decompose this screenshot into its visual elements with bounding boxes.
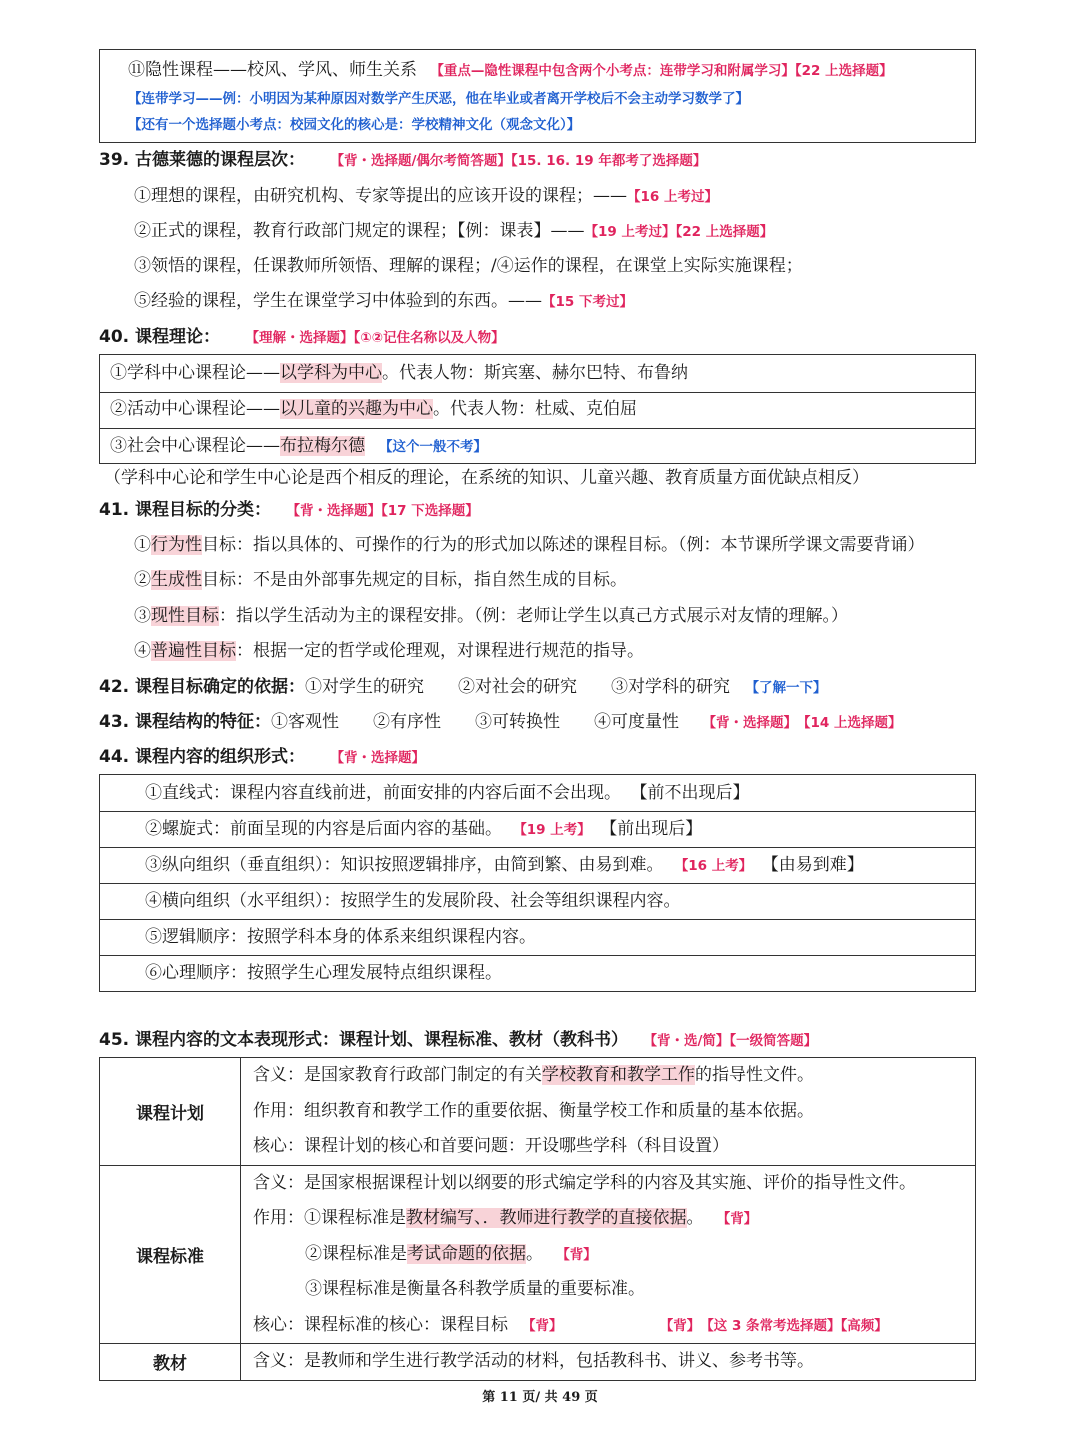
q43-line: 43. 课程结构的特征：①客观性 ②有序性 ③可转换性 ④可度量性 【背・选择题】 【14 上选择题】 (99, 712, 902, 732)
q39-item-3: ③领悟的课程，任课教师所领悟、理解的课程；/④运作的课程，在课堂上实际实施课程； (134, 256, 803, 276)
q39-item-4: ⑤经验的课程，学生在课堂学习中体验到的东西。——【15 下考过】 (134, 291, 633, 311)
page-number: 第 11 页/ 共 49 页 (482, 1390, 598, 1405)
q41-note: 【背・选择题】【17 下选择题】 (286, 503, 479, 519)
q40-row-2: ②活动中心课程论——以儿童的兴趣为中心。代表人物：杜威、克伯屈 (110, 399, 637, 419)
plan-header: 课程计划 (100, 1058, 241, 1166)
q45-heading (99, 1028, 817, 1053)
table-row (100, 1344, 976, 1381)
hidden-curriculum-note: 【重点—隐性课程中包含两个小考点：连带学习和附属学习】【22 上选择题】 (430, 63, 893, 79)
q41-item-3: ③现性目标：指以学生活动为主的课程安排。（例：老师让学生以真己方式展示对友情的理解。） (134, 606, 848, 626)
table-row (100, 1058, 976, 1166)
textbook-meaning: 含义：是教师和学生进行教学活动的材料，包括教科书、讲义、参考书等。 (253, 1351, 814, 1371)
standard-core: 核心：课程标准的核心：课程目标 【背】 【背】 【这 3 条常考选择题】【高频】 (253, 1314, 888, 1335)
q41-item-2: ②生成性目标：不是由外部事先规定的目标，指自然生成的目标。 (134, 570, 627, 590)
q39-title: 39. 古德莱德的课程层次： (99, 150, 306, 170)
q42-title: 42. 课程目标确定的依据： (99, 677, 306, 697)
q44-row-2: ②螺旋式：前面呈现的内容是后面内容的基础。 【19 上考】 【前出现后】 (145, 819, 703, 839)
q41-title: 41. 课程目标的分类： (99, 500, 272, 520)
q44-title: 44. 课程内容的组织形式： (99, 747, 306, 767)
standard-meaning: 含义：是国家根据课程计划以纲要的形式编定学科的内容及其实施、评价的指导性文件。 (253, 1172, 916, 1193)
q44-row-5: ⑤逻辑顺序：按照学科本身的体系来组织课程内容。 (145, 927, 536, 947)
hidden-curriculum-box (99, 49, 976, 143)
q44-table (99, 774, 976, 992)
q41-heading (99, 498, 479, 523)
hidden-curriculum-example: 【连带学习——例：小明因为某种原因对数学产生厌恶，他在毕业或者离开学校后不会主动学习数学了】 (128, 91, 749, 107)
q41-item-1: ①行为性目标：指以具体的、可操作的行为的形式加以陈述的课程目标。（例：本节课所学课文需要背诵） (134, 535, 925, 555)
q44-row-4: ④横向组织（水平组织）：按照学生的发展阶段、社会等组织课程内容。 (145, 891, 681, 911)
q40-remark: （学科中心论和学生中心论是西个相反的理论，在系统的知识、儿童兴趣、教育质量方面优缺点相反） (104, 468, 869, 488)
standard-function-2: ②课程标准是考试命题的依据。 【背】 (305, 1243, 597, 1264)
q39-heading (99, 148, 706, 173)
q40-table (99, 354, 976, 464)
q40-row-1: ①学科中心课程论——以学科为中心。代表人物：斯宾塞、赫尔巴特、布鲁纳 (110, 363, 688, 383)
q44-note: 【背・选择题】 (330, 750, 425, 766)
q40-heading (99, 325, 505, 350)
q41-item-4: ④普遍性目标：根据一定的哲学或伦理观，对课程进行规范的指导。 (134, 641, 644, 661)
standard-function-1: 作用：①课程标准是教材编写、．教师进行教学的直接依据。 【背】 (253, 1208, 758, 1228)
q45-table (99, 1057, 976, 1381)
plan-function: 作用：组织教育和教学工作的重要依据、衡量学校工作和质量的基本依据。 (253, 1100, 814, 1121)
q44-heading (99, 745, 425, 770)
hidden-curriculum-tip: 【还有一个选择题小考点：校园文化的核心是：学校精神文化（观念文化）】 (128, 117, 581, 133)
q44-row-6: ⑥心理顺序：按照学生心理发展特点组织课程。 (145, 963, 502, 983)
table-row (100, 1165, 976, 1344)
hidden-curriculum-text: ⑪隐性课程——校风、学风、师生关系 (128, 60, 417, 80)
q39-item-2: ②正式的课程，教育行政部门规定的课程；【例：课表】——【19 上考过】【22 上选择题】 (134, 221, 774, 241)
q39-item-1: ①理想的课程，由研究机构、专家等提出的应该开设的课程；——【16 上考过】 (134, 186, 718, 206)
standard-header: 课程标准 (100, 1165, 241, 1344)
q42-line: 42. 课程目标确定的依据：①对学生的研究 ②对社会的研究 ③对学科的研究 【了解一下】 (99, 677, 827, 697)
plan-meaning: 含义：是国家教育行政部门制定的有关学校教育和教学工作的指导性文件。 (253, 1065, 814, 1085)
q45-title: 45. 课程内容的文本表现形式：课程计划、课程标准、教材（教科书） (99, 1030, 629, 1050)
q40-note: 【理解・选择题】【①②记住名称以及人物】 (245, 330, 505, 346)
plan-core: 核心：课程计划的核心和首要问题：开设哪些学科（科目设置） (253, 1136, 729, 1156)
q45-note: 【背・选/简】【一级简答题】 (643, 1033, 818, 1049)
q44-row-3: ③纵向组织（垂直组织）：知识按照逻辑排序，由简到繁、由易到难。 【16 上考】 【由易到难】 (145, 855, 864, 875)
q43-title: 43. 课程结构的特征： (99, 712, 272, 732)
standard-function-3: ③课程标准是衡量各科教学质量的重要标准。 (305, 1279, 645, 1299)
q40-row-3: ③社会中心课程论——布拉梅尔德 【这个一般不考】 (110, 436, 487, 456)
q44-row-1: ①直线式：课程内容直线前进，前面安排的内容后面不会出现。 【前不出现后】 (145, 783, 750, 803)
textbook-header: 教材 (100, 1344, 241, 1381)
q40-title: 40. 课程理论： (99, 327, 221, 347)
q39-note: 【背・选择题/偶尔考简答题】【15. 16. 19 年都考了选择题】 (330, 153, 707, 169)
